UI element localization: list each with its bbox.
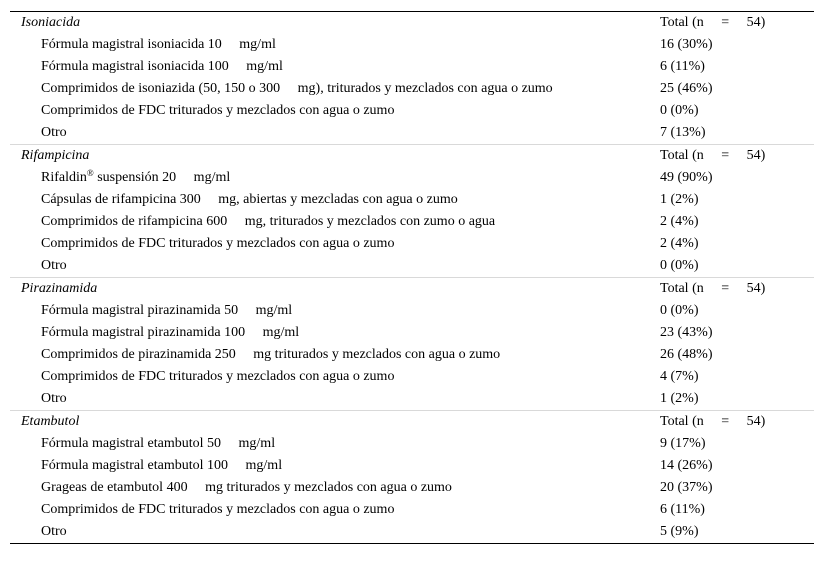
row-value: 4 (7%) [660,369,699,384]
row-value: 25 (46%) [660,81,713,96]
group-etambutol [10,411,814,543]
row-label: Fórmula magistral etambutol 50 mg/ml [41,436,276,451]
table-row [10,477,814,499]
row-label: Fórmula magistral pirazinamida 50 mg/ml [41,303,293,318]
row-value: 6 (11%) [660,502,705,517]
row-label: Comprimidos de FDC triturados y mezclados con agua o zumo [41,502,395,517]
row-label: Comprimidos de isoniazida (50, 150 o 300 mg), triturados y mezclados con agua o zumo [41,81,553,96]
group-title: Rifampicina [21,148,90,163]
table-row [10,167,814,189]
row-value: 7 (13%) [660,125,706,140]
row-label: Fórmula magistral pirazinamida 100 mg/ml [41,325,300,340]
table-row [10,366,814,388]
row-value: 2 (4%) [660,236,699,251]
table-row [10,322,814,344]
row-label: Otro [41,391,67,406]
table-row [10,100,814,122]
group-header-row [10,411,814,433]
row-label: Otro [41,258,67,273]
row-value: 9 (17%) [660,436,706,451]
group-isoniacida [10,12,814,145]
row-label: Comprimidos de FDC triturados y mezclados con agua o zumo [41,236,395,251]
table-row [10,233,814,255]
group-title: Etambutol [21,414,80,429]
group-title: Pirazinamida [21,281,98,296]
row-value: 49 (90%) [660,170,713,185]
row-value: 2 (4%) [660,214,699,229]
row-label [10,167,660,189]
table-row [10,388,814,410]
table-row [10,344,814,366]
table-row [10,189,814,211]
table-row [10,455,814,477]
table-row [10,300,814,322]
row-label: Cápsulas de rifampicina 300 mg, abiertas y mezcladas con agua o zumo [41,192,458,207]
formulation-table [10,11,814,544]
table-row [10,122,814,144]
table-row [10,433,814,455]
row-value: 6 (11%) [660,59,705,74]
row-label: Comprimidos de FDC triturados y mezclados con agua o zumo [41,103,395,118]
row-label: Comprimidos de rifampicina 600 mg, triturados y mezclados con zumo o agua [41,214,496,229]
row-label: Otro [41,524,67,539]
row-label: Fórmula magistral isoniacida 10 mg/ml [41,37,276,52]
row-value: 20 (37%) [660,480,713,495]
table-row [10,211,814,233]
row-value: 23 (43%) [660,325,713,340]
table-row [10,56,814,78]
group-rifampicina [10,145,814,278]
row-value: 1 (2%) [660,192,699,207]
group-header-row [10,145,814,167]
row-label: Fórmula magistral etambutol 100 mg/ml [41,458,283,473]
row-value: 5 (9%) [660,524,699,539]
row-value: 26 (48%) [660,347,713,362]
row-value: 16 (30%) [660,37,713,52]
registered-mark: ® [86,168,94,178]
table-row [10,255,814,277]
group-title: Isoniacida [21,15,81,30]
row-value: 0 (0%) [660,258,699,273]
row-label: Grageas de etambutol 400 mg triturados y mezclados con agua o zumo [41,480,452,495]
row-label: Comprimidos de pirazinamida 250 mg triturados y mezclados con agua o zumo [41,347,501,362]
row-label-brand: Rifaldin [41,170,87,185]
group-header-row [10,278,814,300]
row-value: 14 (26%) [660,458,713,473]
row-value: 1 (2%) [660,391,699,406]
row-label: Otro [41,125,67,140]
group-total: Total (n = 54) [660,148,766,163]
row-label-rest: suspensión 20 mg/ml [93,170,231,185]
group-header-row [10,12,814,34]
group-total: Total (n = 54) [660,15,766,30]
group-pirazinamida [10,278,814,411]
row-label: Comprimidos de FDC triturados y mezclados con agua o zumo [41,369,395,384]
row-label: Fórmula magistral isoniacida 100 mg/ml [41,59,283,74]
table-row [10,499,814,521]
group-total: Total (n = 54) [660,281,766,296]
row-value: 0 (0%) [660,303,699,318]
table-row [10,521,814,543]
row-value: 0 (0%) [660,103,699,118]
group-total: Total (n = 54) [660,414,766,429]
table-row [10,78,814,100]
table-row [10,34,814,56]
